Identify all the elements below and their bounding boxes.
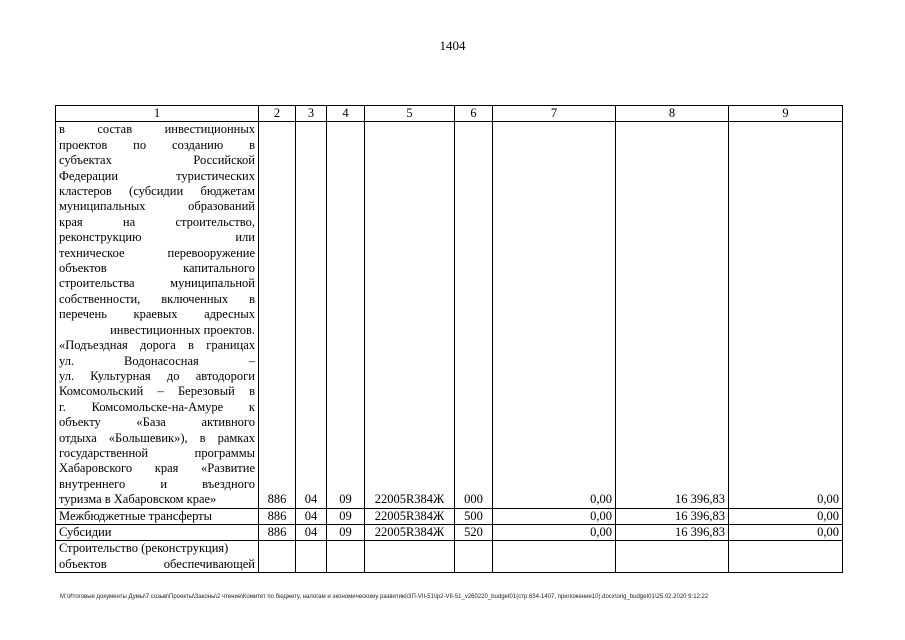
- description-line: субъектах Российской: [59, 153, 255, 168]
- cell-c9: 0,00: [729, 122, 843, 508]
- table-row: [56, 524, 843, 540]
- cell-c2: 886: [259, 122, 296, 508]
- cell-c4: 09: [327, 122, 365, 508]
- table-row: [56, 541, 843, 573]
- cell-c5: 22005R384Ж: [365, 524, 455, 540]
- empty-cell: [327, 541, 365, 573]
- table-row: [56, 122, 843, 508]
- header-cell: 2: [259, 106, 296, 122]
- description-line: ул. Культурная до автодороги: [59, 368, 255, 383]
- empty-cell: [616, 541, 729, 573]
- description-line: Комсомольский – Березовый в: [59, 384, 255, 399]
- description-line: техническое перевооружение: [59, 245, 255, 260]
- cell-c1: Межбюджетные трансферты: [56, 508, 259, 524]
- description-line: ул. Водонасосная –: [59, 353, 255, 368]
- empty-cell: [365, 541, 455, 573]
- empty-cell: [455, 541, 493, 573]
- description-line: реконструкцию или: [59, 230, 255, 245]
- description-line: инвестиционных проектов.: [110, 322, 255, 337]
- header-cell: 9: [729, 106, 843, 122]
- cell-c5: 22005R384Ж: [365, 122, 455, 508]
- description-line: объектов обеспечивающей: [59, 556, 255, 571]
- budget-table: [55, 105, 843, 573]
- cell-c9: 0,00: [729, 524, 843, 540]
- page-number: 1404: [439, 38, 466, 53]
- cell-c8: 16 396,83: [616, 508, 729, 524]
- cell-c7: 0,00: [493, 122, 616, 508]
- empty-cell: [729, 541, 843, 573]
- cell-c6: 520: [455, 524, 493, 540]
- header-cell: 5: [365, 106, 455, 122]
- description-line: края на строительство,: [59, 214, 255, 229]
- cell-c3: 04: [296, 508, 327, 524]
- table-row: [56, 508, 843, 524]
- description-line: «Подъездная дорога в границах: [59, 338, 255, 353]
- document-path-footer: M:\Итоговые документы Думы\7 созыв\Проекты\Законы\2 чтение\Комитет по бюджету, налогам и экономическому развитию\3П-VII-51\ip2-VII-51_v260220_budget01(стр.634-1407, приложение10).docx\orig_budget01\25.02.2020 9:12:22: [60, 594, 709, 600]
- description-line: строительства муниципальной: [59, 276, 255, 291]
- description-line: туризма в Хабаровском крае»: [59, 492, 217, 507]
- cell-c2: 886: [259, 508, 296, 524]
- cell-c7: 0,00: [493, 524, 616, 540]
- description-line: объектов капитального: [59, 261, 255, 276]
- cell-c4: 09: [327, 524, 365, 540]
- description-line: Федерации туристических: [59, 168, 255, 183]
- description-line: в состав инвестиционных: [59, 122, 255, 137]
- cell-c3: 04: [296, 524, 327, 540]
- cell-c7: 0,00: [493, 508, 616, 524]
- header-cell: 1: [56, 106, 259, 122]
- header-cell: 4: [327, 106, 365, 122]
- description-line: отдыха «Большевик»), в рамках: [59, 430, 255, 445]
- description-line: муниципальных образований: [59, 199, 255, 214]
- description-line: проектов по созданию в: [59, 137, 255, 152]
- description-line: кластеров (субсидии бюджетам: [59, 184, 255, 199]
- header-cell: 6: [455, 106, 493, 122]
- cell-c6: 000: [455, 122, 493, 508]
- description-line: Строительство (реконструкция): [59, 541, 229, 556]
- description-line: Хабаровского края «Развитие: [59, 461, 255, 476]
- cell-c5: 22005R384Ж: [365, 508, 455, 524]
- description-line: г. Комсомольске-на-Амуре к: [59, 399, 255, 414]
- empty-cell: [259, 541, 296, 573]
- description-cell: [56, 122, 259, 508]
- cell-c4: 09: [327, 508, 365, 524]
- description-line: собственности, включенных в: [59, 291, 255, 306]
- description-line: объекту «База активного: [59, 415, 255, 430]
- description-line: государственной программы: [59, 445, 255, 460]
- cell-c8: 16 396,83: [616, 524, 729, 540]
- cell-c9: 0,00: [729, 508, 843, 524]
- header-row: [56, 106, 843, 122]
- cell-c2: 886: [259, 524, 296, 540]
- header-cell: 7: [493, 106, 616, 122]
- empty-cell: [493, 541, 616, 573]
- description-line: внутреннего и въездного: [59, 476, 255, 491]
- cell-c3: 04: [296, 122, 327, 508]
- description-line: перечень краевых адресных: [59, 307, 255, 322]
- empty-cell: [296, 541, 327, 573]
- header-cell: 3: [296, 106, 327, 122]
- cell-c1: [56, 541, 259, 573]
- cell-c8: 16 396,83: [616, 122, 729, 508]
- cell-c6: 500: [455, 508, 493, 524]
- cell-c1: Субсидии: [56, 524, 259, 540]
- header-cell: 8: [616, 106, 729, 122]
